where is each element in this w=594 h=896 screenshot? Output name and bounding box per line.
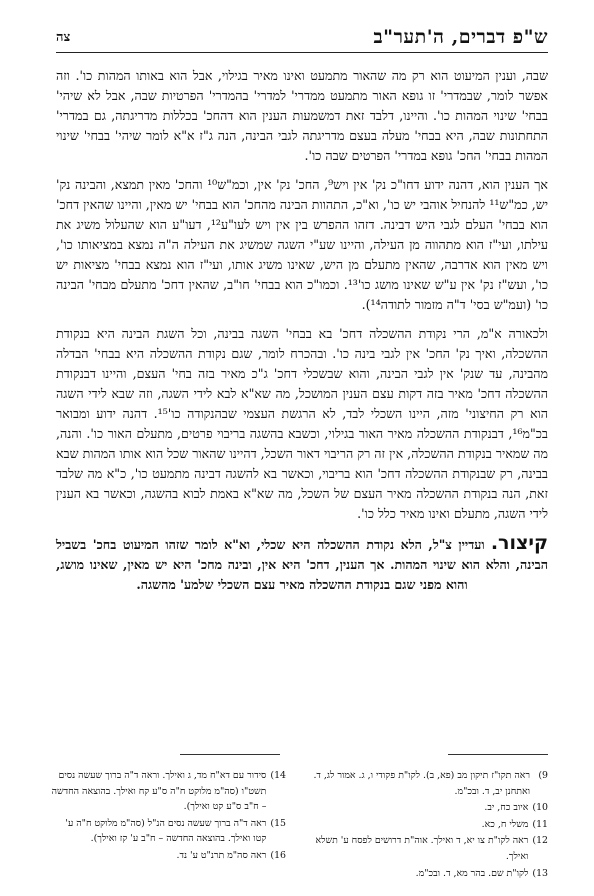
footnote — [50, 848, 286, 864]
footnotes — [50, 768, 548, 882]
footnote-text: סידור עם דא"ח מד, ג ואילך. וראה ד"ה ברוך שעשה נסים תשט"ו (סה"מ מלוקט ח"ה ס"ע קח ואילך. בהוצאה החדשה – ח"ב ס"ע קט ואילך). — [51, 770, 267, 813]
footnote — [50, 768, 286, 815]
footnote-divider — [180, 754, 280, 755]
running-title: ש"פ דברים, ה'תער"ב — [373, 25, 548, 48]
footnote-text: ראה לקו"ת צו יא, ד ואילך. אוה"ת דרושים לפסח ע' תשלא ואילך. — [315, 835, 529, 862]
footnote — [312, 817, 548, 833]
footnote-text: ראה ד"ה ברוך שעשה נסים הנ"ל (סה"מ מלוקט ח"ה ע' קטו ואילך. בהוצאה החדשה – ח"ב ע' קז ואילך). — [65, 817, 267, 845]
footnote-number: 14) — [270, 770, 286, 781]
footnote-number: 16) — [270, 849, 286, 861]
footnote-text: איוב כח, יב. — [484, 802, 529, 814]
footnote — [50, 816, 286, 847]
paragraph: אך הענין הוא, דהנה ידוע דחו"כ נק' אין ויש⁹, החכ' נק' אין, וכמ"ש¹⁰ והחכ' מאין תמצא, והבינה נק' יש, כמ"ש¹¹ להנחיל אוהבי יש כו', וא"כ, התהוות הבינה מהחכ' הוא בבחי' יש מאין, והיינו שהאין דחכ' הוא בבחי' העלם לגבי היש דבינה. דזהו ההפרש בין אין ויש לעו"ע¹², דעו"ע הוא שהעלול משיג את עילתו, ועי"ז הוא מתהווה מן העילה, והיינו שע"י השגה שמשיג את העילה ה"ה נמצא במציאותו כו', ויש מאין הוא אדרבה, שהאין מתעלם מן היש, שאינו משיג אותו, ועי"ז הוא נמצא בבחי' מציאות יש כו', ועש"ז נק' אין ע"ש שאינו מושג כו'¹³. וכמו"כ הוא בבחי' חו"ב, שהאין דחכ' מתעלם מבחי' הבינה כו' (ועמ"ש בסי' ד"ה מזמור לתודה¹⁴). — [56, 177, 548, 312]
footnote-number: 15) — [270, 817, 286, 829]
footnote — [312, 833, 548, 864]
footnotes-column-right — [312, 768, 548, 882]
footnote-divider — [448, 754, 548, 755]
footnote-text: ראה תקו"ז תיקון מב (פא, ב). לקו"ת פקודי ו, ג. אמור לג, ד. ואתחנן יב, ד. ובכ"מ. — [313, 770, 530, 797]
footnote-number: 11) — [532, 818, 548, 830]
footnote-number: 10) — [532, 802, 548, 814]
footnote-text: לקו"ת שם. בהר מא, ד. ובכ"מ. — [415, 867, 529, 879]
footnote — [312, 800, 548, 816]
footnote-text: משלי ח, כא. — [481, 818, 529, 830]
footnote-text: ראה סה"מ תרנ"ט ע' נד. — [176, 849, 267, 861]
footnote-number: 12) — [532, 835, 548, 847]
footnotes-column-left — [50, 768, 286, 882]
paragraph: שבה, וענין המיעוט הוא רק מה שהאור מתמעט ואינו מאיר בגילוי, אבל הוא באותו המהות כו'. וזה אפשר לומר, שבמדרי' זו גופא האור מתמעט ממדרי' למדרי' בהמדרי' הפרטיות שבה, אבל לא שיהי' בבחי' שינוי המהות כו'. והיינו, דלבד זאת דמשמעות הענין הוא דהחכ' בכללות מדריגתה, גם במדרי' התחתונות שבה, היא בבחי' מעלה בעצם מדריגתה לגבי הבינה, הנה ג"ז א"א לומר שיהי' בבחי' שינוי המהות בבחי' החכ' גופא במדרי' הפרטים שבה כו'. — [56, 68, 548, 163]
summary-paragraph — [56, 533, 548, 595]
footnote-number: 13) — [532, 867, 548, 879]
summary-text: ועדיין צ"ל, הלא נקודת ההשכלה היא שכלי, וא"א לומר שזהו המיעוט בחכ' בשביל הבינה, והלא הוא שינוי המהות. אך הענין, דחכ' היא אין, ובינה מחכ' היא יש מאין, שאינו מושג, והוא מפני שגם בנקודת ההשכלה מאיר עצם השכלי שלמע' מהשגה. — [56, 537, 548, 592]
footnote — [312, 768, 548, 799]
summary-label: קיצור. — [490, 532, 548, 554]
page-number: צה — [56, 30, 71, 45]
page-header — [56, 22, 548, 53]
footnote — [312, 866, 548, 882]
paragraph: ולכאורה א"מ, הרי נקודת ההשכלה דחכ' בא בבחי' השגה בבינה, וכל השגת הבינה היא בנקודת ההשכלה, ואיך נק' החכ' אין לגבי בינה כו'. ובהכרח לומר, שגם נקודת ההשכלה היא בבחי' הבדלה מהבינה, עד שנק' אין לגבי הבינה, והוא שבשכלי דחכ' ג"כ מאיר בזה בחי' העצם, והיינו דבנקודת ההשכלה דחכ' מאיר בזה דקות עצם הענין המושכל, מה שא"א לבא לידי השגה, וזה שבא לידי השגה הוא רק החיצוני' מזה, היינו השכלי לבד, לא הרגשת העצמי שבהנקודה כו'¹⁵. דהנה ידוע ומבואר בכ"מ¹⁶, דבנקודת ההשכלה מאיר האור בגילוי, וכשבא בהשגה בריבוי פרטים, מתעלם האור כו'. והנה, מה שמאיר בנקודת ההשכלה, אין זה רק הריבוי דאור השכל, דהיינו שהאור שכל הוא אותו המהות שבא בבינה, רק שבנקודת ההשכלה דחכ' הוא בריבוי, וכאשר בא להשגה דבינה מתמעט כו', כ"א מה שלבד זאת, הנה בנקודת ההשכלה מאיר העצם של השכל, מה שא"א באמת לבוא בהשגה, וכאשר בא הענין לידי השגה, מתעלם ואינו מאיר כלל כו'. — [56, 326, 548, 521]
main-text — [56, 66, 548, 604]
footnote-number: 9) — [538, 770, 548, 781]
